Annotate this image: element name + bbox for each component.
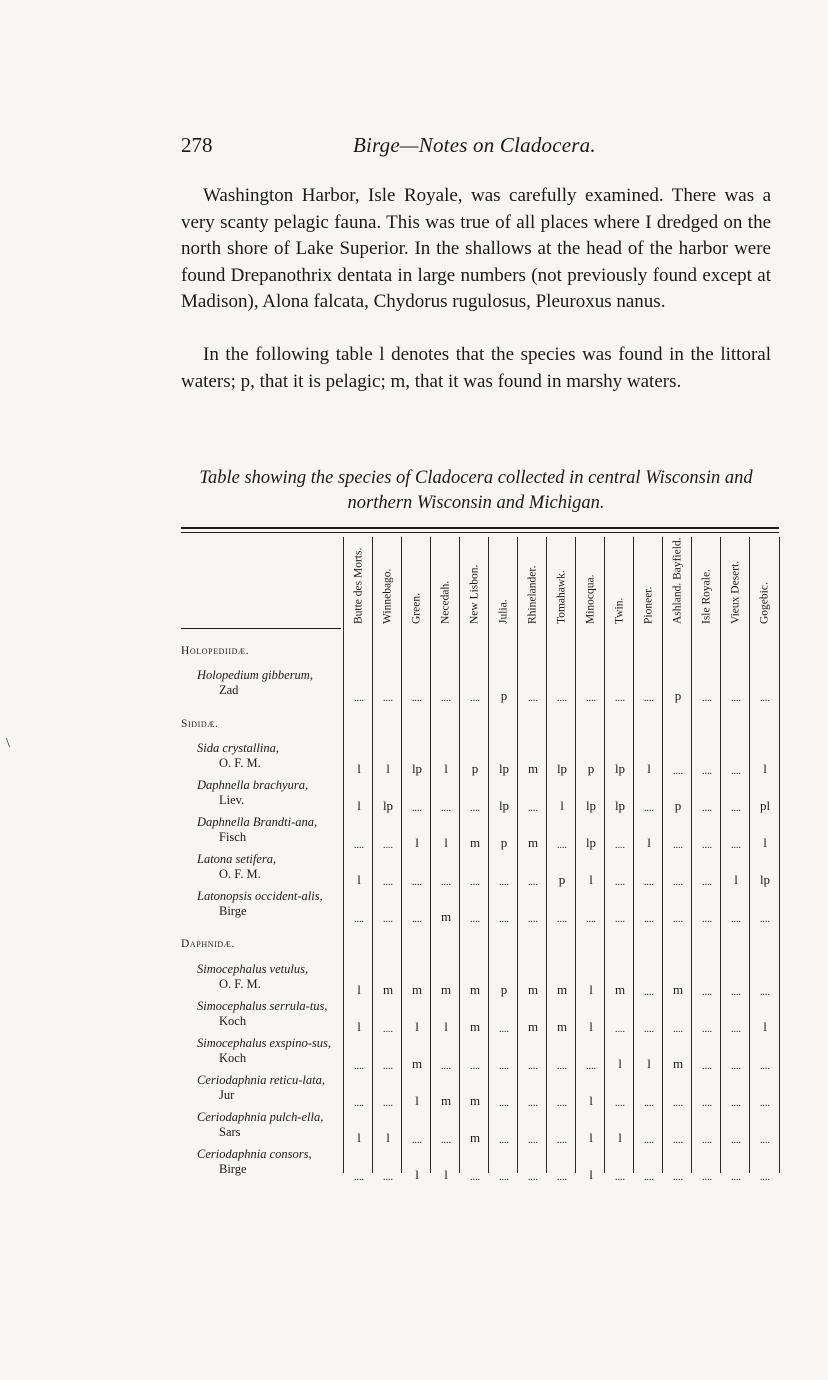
column-header — [635, 540, 663, 628]
table-cell: .... — [528, 914, 538, 925]
table-cell: .... — [412, 1135, 422, 1146]
column-header-label: Tomahawk. — [555, 570, 568, 624]
table-cell: .... — [383, 840, 393, 851]
table-cell: .... — [760, 987, 770, 998]
column-header — [519, 540, 547, 628]
table-cell: .... — [528, 877, 538, 888]
table-cell: p — [674, 688, 682, 703]
table-cell: .... — [615, 693, 625, 704]
table-cell: l — [763, 835, 767, 850]
table-row — [181, 668, 781, 704]
table-cell: .... — [731, 987, 741, 998]
table-cell: lp — [498, 798, 510, 813]
table-cell: .... — [731, 766, 741, 777]
table-cell: m — [411, 982, 423, 997]
table-cell: .... — [470, 1061, 480, 1072]
page-number: 278 — [181, 133, 213, 157]
species-label: Latona setifera, — [197, 852, 277, 866]
table-cell: l — [618, 1056, 622, 1071]
table-cell: .... — [528, 803, 538, 814]
table-cell: .... — [615, 1172, 625, 1183]
table-cell: .... — [441, 877, 451, 888]
table-cell: .... — [470, 803, 480, 814]
table-cell: l — [589, 1130, 593, 1145]
table-row — [181, 1147, 781, 1183]
column-header — [722, 540, 750, 628]
family-heading: Sididæ. — [181, 718, 219, 730]
table-cell: l — [647, 761, 651, 776]
table-cell: .... — [470, 914, 480, 925]
table-cell: .... — [702, 1098, 712, 1109]
table-cell: .... — [499, 1172, 509, 1183]
column-header — [432, 540, 460, 628]
table-cell: .... — [702, 987, 712, 998]
column-header-label: Twin. — [613, 597, 626, 624]
table-cell: .... — [499, 1098, 509, 1109]
family-heading: Daphnidæ. — [181, 938, 235, 950]
table-cell: l — [415, 835, 419, 850]
species-label: Holopedium gibberum, — [197, 668, 313, 682]
table-cell: lp — [614, 798, 626, 813]
species-label: Latonopsis occident-alis, — [197, 889, 323, 903]
species-name — [181, 741, 341, 771]
species-author: Birge — [219, 1162, 247, 1176]
species-label: Daphnella Brandti-ana, — [197, 815, 318, 829]
table-cell: .... — [731, 1135, 741, 1146]
table-cell: .... — [673, 1098, 683, 1109]
table-top-rule-thin — [181, 532, 779, 533]
table-cell: .... — [528, 1098, 538, 1109]
table-cell: .... — [702, 877, 712, 888]
table-cell: l — [618, 1130, 622, 1145]
table-cell: .... — [383, 914, 393, 925]
species-name — [181, 1073, 341, 1103]
paragraph-1-text: Washington Harbor, Isle Royale, was carefully examined. There was a very scanty pelagic fauna. This was true of all places where I dredged on the north shore of Lake Superior. In the shallows at the head of the harbor were found Drepanothrix dentata in large numbers (not previously found except at Madison), Alona falcata, Chydorus rugulosus, Pleuroxus nanus. — [181, 185, 771, 312]
table-cell: .... — [731, 1098, 741, 1109]
table-cell: .... — [673, 1135, 683, 1146]
table-cell: .... — [383, 693, 393, 704]
table-cell: .... — [557, 1098, 567, 1109]
column-header-label: Pioneer. — [642, 586, 655, 624]
table-cell: .... — [644, 1098, 654, 1109]
table-cell: l — [444, 1019, 448, 1034]
table-cell: .... — [615, 1024, 625, 1035]
table-cell: .... — [702, 1172, 712, 1183]
table-cell: l — [357, 1019, 361, 1034]
species-name — [181, 962, 341, 992]
table-cell: l — [589, 1019, 593, 1034]
table-cell: .... — [528, 1135, 538, 1146]
table-cell: l — [386, 1130, 390, 1145]
table-cell: .... — [702, 1061, 712, 1072]
species-author: Fisch — [219, 830, 247, 844]
table-cell: m — [672, 1056, 684, 1071]
species-author: Zad — [219, 683, 239, 697]
table-cell: .... — [644, 914, 654, 925]
table-cell: .... — [702, 766, 712, 777]
table-cell: l — [589, 1167, 593, 1182]
table-cell: .... — [499, 914, 509, 925]
table-caption: Table showing the species of Cladocera collected in central Wisconsin and northern Wisconsin and Michigan. — [199, 468, 753, 513]
table-cell: lp — [585, 798, 597, 813]
table-cell: .... — [586, 914, 596, 925]
species-name — [181, 889, 341, 919]
table-cell: .... — [441, 1061, 451, 1072]
species-author: Liev. — [219, 793, 245, 807]
species-name — [181, 999, 341, 1029]
table-cell: m — [469, 1019, 481, 1034]
species-name — [181, 668, 341, 698]
table-cell: m — [672, 982, 684, 997]
column-header — [461, 540, 489, 628]
table-cell: l — [647, 1056, 651, 1071]
table-cell: .... — [644, 1024, 654, 1035]
table-cell: p — [471, 761, 479, 776]
table-cell: .... — [557, 1172, 567, 1183]
table-cell: .... — [383, 877, 393, 888]
table-cell: l — [589, 872, 593, 887]
table-cell: .... — [760, 914, 770, 925]
table-cell: .... — [354, 1172, 364, 1183]
column-header — [693, 540, 721, 628]
species-name — [181, 1036, 341, 1066]
table-cell: p — [500, 835, 508, 850]
table-cell: .... — [702, 1024, 712, 1035]
species-author: O. F. M. — [219, 977, 261, 991]
table-cell: l — [386, 761, 390, 776]
table-cell: .... — [644, 1172, 654, 1183]
column-header — [403, 540, 431, 628]
species-label: Ceriodaphnia reticu-lata, — [197, 1073, 325, 1087]
column-header — [548, 540, 576, 628]
table-cell: p — [587, 761, 595, 776]
table-cell: m — [469, 982, 481, 997]
table-cell: l — [415, 1093, 419, 1108]
table-cell: .... — [731, 840, 741, 851]
table-cell: .... — [557, 1135, 567, 1146]
table-cell: m — [440, 1093, 452, 1108]
table-cell: m — [469, 1130, 481, 1145]
species-label: Daphnella brachyura, — [197, 778, 309, 792]
margin-mark: \ — [6, 736, 10, 751]
table-cell: .... — [731, 1172, 741, 1183]
column-header — [751, 540, 779, 628]
table-cell: .... — [499, 1024, 509, 1035]
table-cell: l — [357, 1130, 361, 1145]
table-cell: .... — [644, 877, 654, 888]
table-cell: .... — [528, 1172, 538, 1183]
table-cell: .... — [644, 693, 654, 704]
table-cell: m — [556, 1019, 568, 1034]
table-cell: .... — [760, 693, 770, 704]
column-header — [606, 540, 634, 628]
table-row — [181, 1073, 781, 1109]
table-cell: .... — [702, 840, 712, 851]
species-label: Simocephalus serrula-tus, — [197, 999, 328, 1013]
table-cell: .... — [354, 693, 364, 704]
table-cell: lp — [614, 761, 626, 776]
paragraph-2-text: In the following table l denotes that the species was found in the littoral waters; p, that it is pelagic; m, that it was found in marshy waters. — [181, 344, 771, 392]
table-cell: .... — [673, 1172, 683, 1183]
table-cell: .... — [731, 914, 741, 925]
table-cell: .... — [470, 693, 480, 704]
header-underline — [181, 628, 341, 629]
species-name — [181, 1147, 341, 1177]
table-cell: .... — [499, 1135, 509, 1146]
table-cell: .... — [557, 693, 567, 704]
species-label: Ceriodaphnia consors, — [197, 1147, 312, 1161]
table-row — [181, 815, 781, 851]
table-cell: m — [556, 982, 568, 997]
table-cell: .... — [412, 877, 422, 888]
table-cell: l — [647, 835, 651, 850]
table-cell: m — [469, 1093, 481, 1108]
table-cell: l — [415, 1167, 419, 1182]
table-row — [181, 778, 781, 814]
table-cell: .... — [702, 693, 712, 704]
species-name — [181, 1110, 341, 1140]
species-name — [181, 778, 341, 808]
table-cell: .... — [731, 1024, 741, 1035]
table-cell: l — [589, 982, 593, 997]
column-header — [490, 540, 518, 628]
species-author: Sars — [219, 1125, 241, 1139]
table-cell: m — [527, 835, 539, 850]
table-cell: .... — [644, 987, 654, 998]
paragraph-2 — [181, 342, 771, 395]
table-cell: .... — [673, 877, 683, 888]
column-header-label: Winnebago. — [381, 568, 394, 624]
table-cell: .... — [731, 803, 741, 814]
column-header-label: Isle Royale. — [700, 569, 713, 624]
species-author: O. F. M. — [219, 756, 261, 770]
table-cell: .... — [383, 1098, 393, 1109]
column-header-label: Butte des Morts. — [352, 547, 365, 624]
table-cell: p — [674, 798, 682, 813]
table-cell: lp — [556, 761, 568, 776]
table-row — [181, 852, 781, 888]
species-label: Simocephalus vetulus, — [197, 962, 309, 976]
table-cell: .... — [673, 840, 683, 851]
table-cell: .... — [760, 1172, 770, 1183]
column-header-label: Green. — [410, 593, 423, 624]
table-cell: .... — [673, 1024, 683, 1035]
table-cell: .... — [383, 1024, 393, 1035]
table-cell: lp — [585, 835, 597, 850]
table-cell: .... — [760, 1135, 770, 1146]
column-header — [374, 540, 402, 628]
table-cell: m — [527, 1019, 539, 1034]
table-cell: m — [440, 982, 452, 997]
table-cell: l — [444, 1167, 448, 1182]
column-header-label: Rhinelander. — [526, 565, 539, 624]
column-header — [577, 540, 605, 628]
table-cell: m — [527, 982, 539, 997]
species-name — [181, 852, 341, 882]
table-cell: m — [440, 909, 452, 924]
table-cell: lp — [382, 798, 394, 813]
table-row — [181, 741, 781, 777]
species-author: Koch — [219, 1014, 247, 1028]
table-cell: .... — [644, 1135, 654, 1146]
table-cell: p — [558, 872, 566, 887]
table-cell: .... — [586, 1061, 596, 1072]
column-header-label: Necedah. — [439, 580, 452, 624]
table-cell: .... — [412, 803, 422, 814]
table-cell: m — [469, 835, 481, 850]
table-cell: .... — [615, 840, 625, 851]
table-cell: l — [357, 872, 361, 887]
column-header — [345, 540, 373, 628]
table-cell: .... — [383, 1061, 393, 1072]
table-cell: p — [500, 688, 508, 703]
species-author: Jur — [219, 1088, 235, 1102]
table-cell: .... — [557, 840, 567, 851]
running-title: Birge—Notes on Cladocera. — [353, 133, 596, 157]
table-cell: .... — [499, 877, 509, 888]
table-cell: m — [382, 982, 394, 997]
table-cell: lp — [411, 761, 423, 776]
table-cell: .... — [615, 914, 625, 925]
paragraph-1 — [181, 183, 771, 316]
table-cell: .... — [644, 803, 654, 814]
species-label: Simocephalus exspino-sus, — [197, 1036, 332, 1050]
family-heading: Holopediidæ. — [181, 645, 250, 657]
species-author: Koch — [219, 1051, 247, 1065]
table-row — [181, 962, 781, 998]
table-cell: .... — [673, 914, 683, 925]
table-cell: .... — [702, 914, 712, 925]
table-cell: .... — [470, 1172, 480, 1183]
table-cell: m — [527, 761, 539, 776]
table-cell: .... — [441, 803, 451, 814]
table-row — [181, 999, 781, 1035]
table-cell: l — [763, 1019, 767, 1034]
table-cell: .... — [673, 766, 683, 777]
column-header-label: Gogebic. — [758, 582, 771, 624]
table-cell: .... — [760, 1098, 770, 1109]
table-cell: .... — [383, 1172, 393, 1183]
table-cell: l — [763, 761, 767, 776]
table-cell: lp — [498, 761, 510, 776]
table-cell: p — [500, 982, 508, 997]
table-cell: l — [357, 798, 361, 813]
table-cell: l — [444, 835, 448, 850]
table-cell: l — [444, 761, 448, 776]
table-cell: .... — [441, 1135, 451, 1146]
table-cell: .... — [412, 914, 422, 925]
table-cell: .... — [586, 693, 596, 704]
table-cell: .... — [760, 1061, 770, 1072]
table-cell: lp — [759, 872, 771, 887]
column-header — [664, 537, 692, 628]
table-cell: .... — [354, 1098, 364, 1109]
table-cell: .... — [412, 693, 422, 704]
table-cell: .... — [499, 1061, 509, 1072]
column-header-label: Ashland. Bayfield. — [671, 537, 684, 624]
column-header-label: Julia. — [497, 599, 510, 624]
table-cell: .... — [731, 1061, 741, 1072]
table-row — [181, 1036, 781, 1072]
species-name — [181, 815, 341, 845]
table-cell: m — [614, 982, 626, 997]
table-cell: l — [734, 872, 738, 887]
table-cell: l — [589, 1093, 593, 1108]
table-cell: l — [415, 1019, 419, 1034]
table-cell: .... — [354, 914, 364, 925]
table-top-rule — [181, 527, 779, 529]
species-label: Ceriodaphnia pulch-ella, — [197, 1110, 324, 1124]
table-cell: .... — [354, 840, 364, 851]
species-author: Birge — [219, 904, 247, 918]
page-header — [181, 133, 770, 161]
table-cell: .... — [557, 914, 567, 925]
table-cell: .... — [615, 1098, 625, 1109]
table-cell: .... — [557, 1061, 567, 1072]
table-cell: l — [357, 761, 361, 776]
table-cell: .... — [470, 877, 480, 888]
column-header-label: Minocqua. — [584, 574, 597, 624]
table-cell: .... — [702, 1135, 712, 1146]
table-row — [181, 889, 781, 925]
column-header-label: Vieux Desert. — [729, 560, 742, 624]
table-cell: .... — [528, 1061, 538, 1072]
table-cell: l — [560, 798, 564, 813]
table-cell: .... — [354, 1061, 364, 1072]
table-cell: .... — [441, 693, 451, 704]
column-header-label: New Lisbon. — [468, 564, 481, 624]
table-cell: .... — [615, 877, 625, 888]
table-cell: pl — [759, 798, 771, 813]
table-cell: m — [411, 1056, 423, 1071]
table-cell: .... — [528, 693, 538, 704]
species-label: Sida crystallina, — [197, 741, 279, 755]
table-cell: l — [357, 982, 361, 997]
species-author: O. F. M. — [219, 867, 261, 881]
table-cell: .... — [702, 803, 712, 814]
table-cell: .... — [731, 693, 741, 704]
table-row — [181, 1110, 781, 1146]
